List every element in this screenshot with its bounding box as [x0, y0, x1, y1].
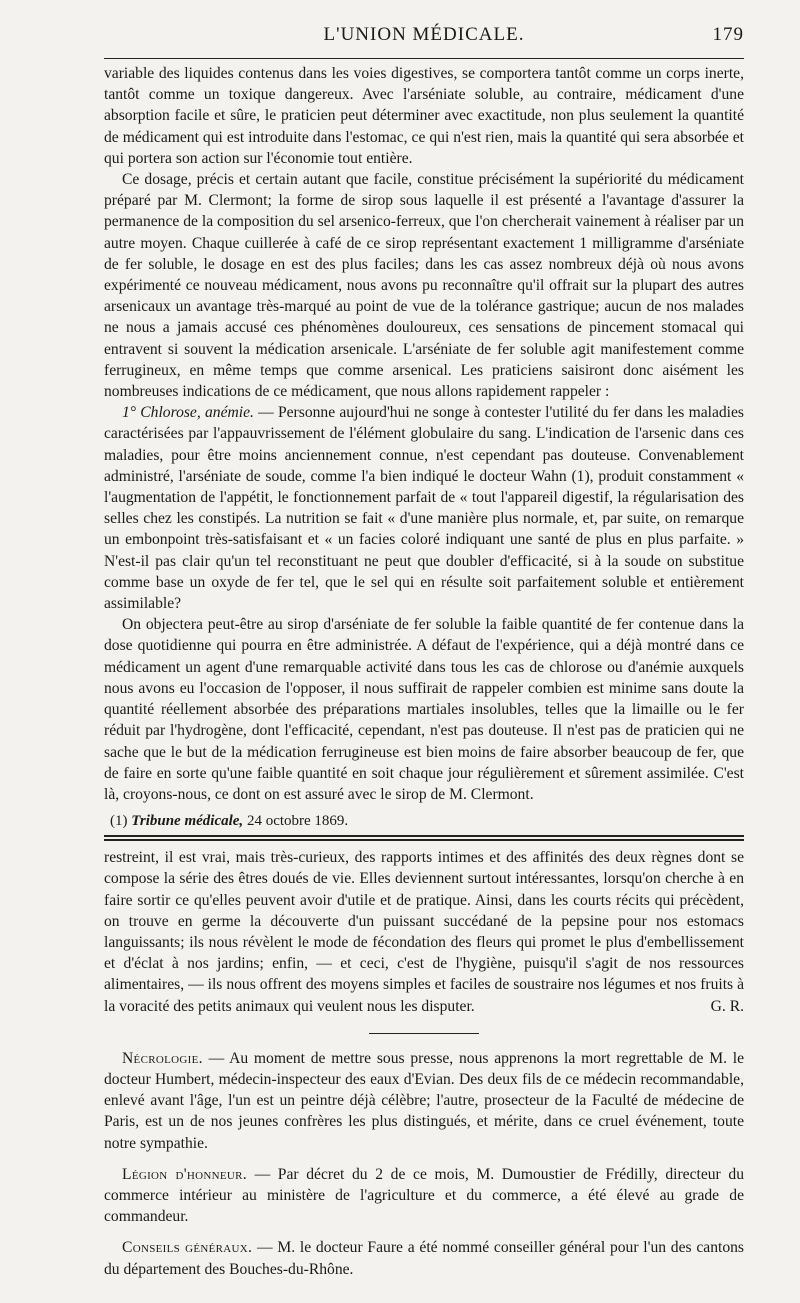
gap [104, 1154, 744, 1164]
header-rule [104, 58, 744, 59]
article-body [104, 63, 744, 805]
necrologie-text: — Au moment de mettre sous presse, nous apprenons la mort regrettable de M. le docteur Humbert, médecin-inspecteur des eaux d'Evian. Des deux fils de ce médecin recommandable, enlevé avant l'âge, l'un est un peintre déjà célèbre; l'autre, prosecteur de la Faculté de médecine de Paris, est un de nos jeunes confrères les plus distingués, et mérite, dans ce cruel événement, toute notre sympathie. [104, 1049, 744, 1152]
necrologie-item [104, 1048, 744, 1154]
continued-paragraph [104, 847, 744, 1017]
gap [104, 1227, 744, 1237]
paragraph-2: Ce dosage, précis et certain autant que facile, constitue précisément la supériorité du médicament préparé par M. Clermont; la forme de sirop sous laquelle il est présenté a l'avantage d'assurer la permanence de la composition du sel arsenico-ferreux, que l'on chercherait vainement à réaliser par un autre moyen. Chaque cuillerée à café de ce sirop représentant exactement 1 milligramme d'arséniate de fer soluble, le dosage en est des plus faciles; dans les cas assez nombreux déjà où nous avons expérimenté ce nouveau médicament, nous avons pu reconnaître qu'il offrait sur la plupart des autres arsenicaux un avantage très-marqué au point de vue de la tolérance gastrique; aucun de nos malades ne nous a jamais accusé ces phénomènes douloureux, ces sensations de pincement stomacal qui entravent si souvent la médication arsenicale. L'arséniate de fer soluble agit manifestement comme ferrugineux, en même temps que comme arsenical. Les praticiens saisiront donc aisément les nombreuses indications de ce médicament, que nous allons rapidement rappeler : [104, 171, 744, 401]
conseils-item [104, 1237, 744, 1279]
conseils-text: — M. le docteur Faure a été nommé conseiller général pour l'un des cantons du département des Bouches-du-Rhône. [104, 1239, 744, 1278]
footnote-source: Tribune médicale, [131, 813, 244, 830]
necrologie-label: Nécrologie. [122, 1049, 203, 1067]
footnote [110, 811, 744, 831]
short-divider [369, 1033, 479, 1034]
paragraph-4: On objectera peut-être au sirop d'arséniate de fer soluble la faible quantité de fer contenue dans la dose quotidienne qui pourra en être administrée. A défaut de l'expérience, qui a déjà montré dans ce médicament un agent d'une remarquable activité dans tous les cas de chlorose ou d'anémie auxquels nous avons eu l'occasion de l'opposer, il nous suffirait de rappeler combien est minime sans doute la quantité réellement absorbée des préparations martiales insolubles, telles que la limaille ou le fer réduit par l'hydrogène, dont l'efficacité, cependant, n'est pas douteuse. Il n'est pas de praticien qui ne sache que le but de la médication ferrugineuse est bien moins de faire absorber beaucoup de fer, que de faire en sorte qu'une faible quantité en soit chaque jour régulièrement et sûrement assimilée. C'est là, croyons-nous, ce dont on est assuré avec le sirop de M. Clermont. [104, 616, 744, 803]
legion-label: Légion d'honneur. [122, 1165, 247, 1183]
section-lead: 1° Chlorose, anémie. [122, 404, 254, 422]
author-signature: G. R. [710, 997, 744, 1015]
footnote-date: 24 octobre 1869. [243, 813, 349, 830]
journal-title: L'UNION MÉDICALE. [323, 24, 525, 45]
section-divider [104, 835, 744, 841]
paragraph-1: variable des liquides contenus dans les voies digestives, se comportera tantôt comme un corps inerte, tantôt comme un toxique dangereux. Avec l'arséniate soluble, au contraire, médicament d'une absorption facile et sûre, le praticien peut déterminer avec exactitude, non plus seulement la quantité de médicament qui est introduite dans l'estomac, ce qui n'est rien, mais la quantité qui sera absorbée et qui portera son action sur l'économie tout entière. [104, 65, 744, 167]
footnote-number: (1) [110, 813, 132, 830]
continued-article [104, 847, 744, 1017]
section-text: — Personne aujourd'hui ne songe à contester l'utilité du fer dans les maladies caractérisées par l'appauvrissement de l'élément globulaire du sang. L'indication de l'arsenic dans ces maladies, pour être moins anciennement connue, n'est cependant pas douteuse. Convenablement administré, l'arséniate de soude, comme l'a bien indiqué le docteur Wahn (1), produit constamment « l'augmentation de l'appétit, le fonctionnement parfait de « tout l'appareil digestif, la régularisation des selles chez les constipés. La nutrition se fait « d'une manière plus normale, et, par suite, on remarque un embonpoint très-satisfaisant et « un facies coloré indiquant une santé de plus en plus parfaite. » N'est-il pas clair qu'un tel reconstituant ne peut que doubler d'efficacité, si à la soude on substitue comme base un oxyde de fer tel, que le sel qui en résulte soit parfaitement soluble et entièrement assimilable? [104, 404, 744, 613]
legion-item [104, 1164, 744, 1228]
page-number: 179 [712, 24, 744, 45]
running-head [104, 18, 744, 58]
conseils-label: Conseils généraux. [122, 1239, 253, 1257]
legion-text: — Par décret du 2 de ce mois, M. Dumoustier de Frédilly, directeur du commerce intérieur au ministère de l'agriculture et du commerce, a été élevé au grade de commandeur. [104, 1165, 744, 1226]
news-section [104, 1048, 744, 1280]
paragraph-3 [104, 402, 744, 614]
continued-text: restreint, il est vrai, mais très-curieux, des rapports intimes et des affinités des deux règnes dont se compose la série des êtres doués de vie. Elles deviennent surtout intéressantes, lorsqu'on cherche à en faire sortir ce qu'elles peuvent avoir d'utile et de pratique. Ainsi, dans les courts récits qui précèdent, on trouve en germe la découverte d'un puissant succédané de la pepsine pour nos estomacs languissants; ils nous révèlent le mode de fécondation des fleurs qui promet le plus d'embellissement et d'éclat à nos jardins; enfin, — et ceci, c'est de l'hygiène, puisqu'il s'agit de nos ressources alimentaires, — ils nous offrent des moyens simples et faciles de soustraire nos légumes et nos fruits à la voracité des petits animaux qui veulent nous les disputer. [104, 849, 744, 1015]
